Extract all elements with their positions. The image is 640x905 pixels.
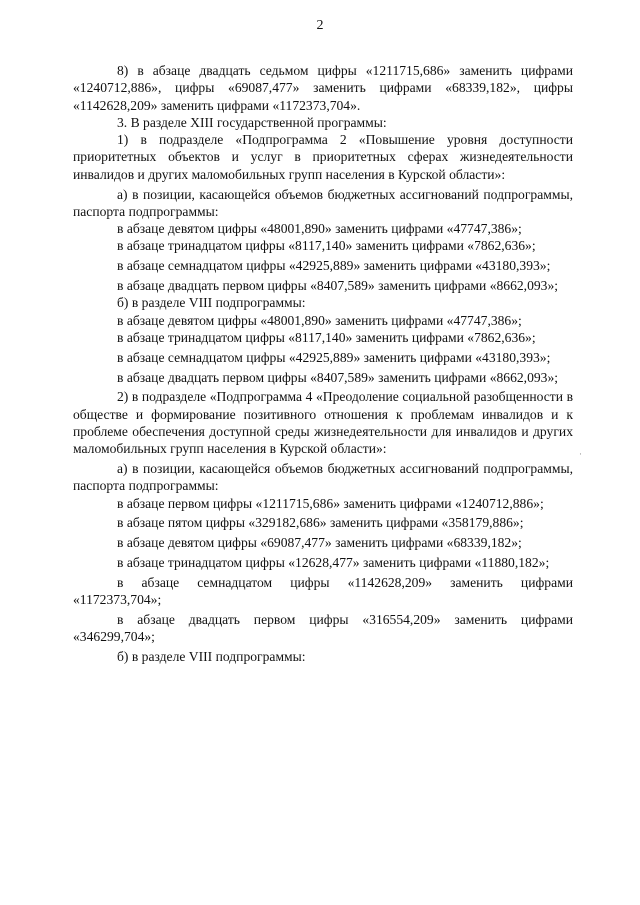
paragraph-subsection-1: 1) в подразделе «Подпрограмма 2 «Повышение уровня доступности приоритетных объектов и услуг в приоритетных сферах жизнедеятельности инвалидов и других маломобильных групп населения в Курской области»: (73, 132, 573, 182)
paragraph-line: в абзаце девятом цифры «48001,890» заменить цифрами «47747,386»; (117, 221, 522, 237)
scan-mark: · (579, 449, 582, 459)
paragraph-section-b: б) в разделе VIII подпрограммы: (117, 649, 306, 664)
paragraph-line: в абзаце семнадцатом цифры «42925,889» заменить цифрами «43180,393»; (117, 258, 551, 274)
paragraph-line: в абзаце тринадцатом цифры «8117,140» заменить цифрами «7862,636»; (117, 329, 536, 345)
paragraph-line: в абзаце пятом цифры «329182,686» заменить цифрами «358179,886»; (117, 515, 524, 531)
paragraph-subsection-2: 2) в подразделе «Подпрограмма 4 «Преодоление социальной разобщенности в обществе и формирование позитивного отношения к проблемам инвалидов и к проблеме обеспечения доступной среды жизнедеятельности для инвалидов и других маломобильных групп населения в Курской области»: (73, 389, 573, 457)
paragraph-line: в абзаце девятом цифры «69087,477» заменить цифрами «68339,182»; (117, 535, 522, 551)
paragraph-section-3: 3. В разделе XIII государственной программы: (117, 114, 387, 130)
paragraph-position-a: а) в позиции, касающейся объемов бюджетных ассигнований подпрограммы, паспорта подпрограммы: (73, 461, 573, 494)
paragraph-position-a: а) в позиции, касающейся объемов бюджетных ассигнований подпрограммы, паспорта подпрограммы: (73, 186, 573, 219)
paragraph-line: в абзаце тринадцатом цифры «12628,477» заменить цифрами «11880,182»; (117, 555, 550, 571)
paragraph-line: в абзаце двадцать первом цифры «316554,209» заменить цифрами «346299,704»; (73, 611, 573, 645)
page-number: 2 (316, 18, 324, 33)
paragraph-line: в абзаце двадцать первом цифры «8407,589» заменить цифрами «8662,093»; (117, 278, 559, 294)
paragraph-item-8: 8) в абзаце двадцать седьмом цифры «1211715,686» заменить цифрами «1240712,886», цифры «69087,477» заменить цифрами «68339,182», цифры «1142628,209» заменить цифрами «1172373,704». (73, 63, 573, 113)
paragraph-line: в абзаце девятом цифры «48001,890» заменить цифрами «47747,386»; (117, 312, 522, 328)
paragraph-line: в абзаце семнадцатом цифры «42925,889» заменить цифрами «43180,393»; (117, 349, 551, 365)
paragraph-line: в абзаце двадцать первом цифры «8407,589» заменить цифрами «8662,093»; (117, 369, 559, 385)
document-body (73, 62, 573, 665)
paragraph-line: в абзаце первом цифры «1211715,686» заменить цифрами «1240712,886»; (117, 495, 544, 511)
paragraph-section-b: б) в разделе VIII подпрограммы: (117, 295, 306, 311)
paragraph-line: в абзаце тринадцатом цифры «8117,140» заменить цифрами «7862,636»; (117, 238, 536, 254)
paragraph-line: в абзаце семнадцатом цифры «1142628,209» заменить цифрами «1172373,704»; (73, 574, 573, 608)
